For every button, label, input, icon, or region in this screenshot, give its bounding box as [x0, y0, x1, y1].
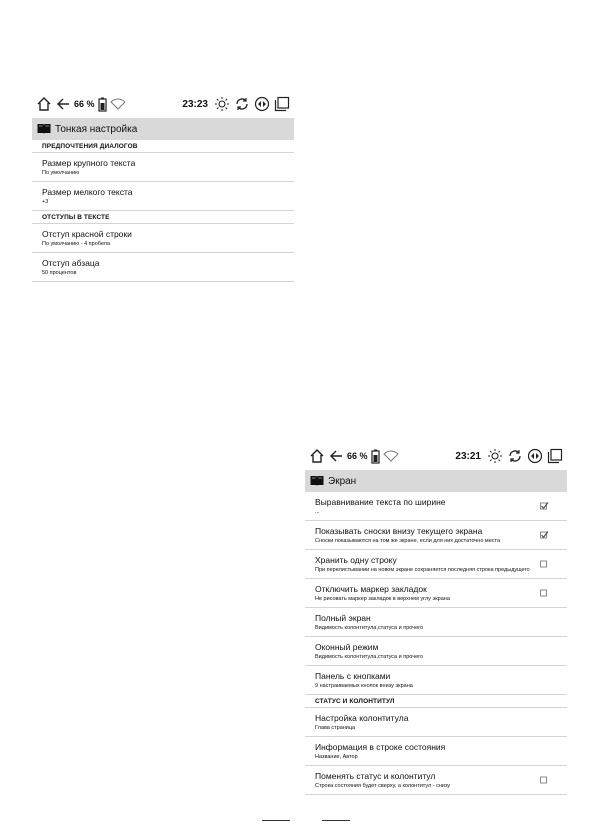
page-turn-icon[interactable]	[254, 96, 270, 112]
item-label: Информация в строке состояния	[315, 742, 446, 752]
list-item-full-screen[interactable]	[305, 608, 567, 637]
item-label: Отступ красной строки	[42, 229, 132, 239]
battery-percent: 66 %	[347, 451, 368, 461]
clock: 23:21	[455, 450, 481, 462]
item-summary: Не рисовать маркер закладок в верхнем углу экрана	[315, 596, 450, 602]
clock: 23:23	[182, 98, 208, 110]
page-turn-icon[interactable]	[527, 448, 543, 464]
sync-icon[interactable]	[507, 448, 523, 464]
status-bar	[305, 442, 567, 470]
list-item-small-text-size[interactable]	[32, 182, 294, 211]
checkbox-unchecked[interactable]	[540, 590, 547, 597]
list-item-disable-bookmark-marker[interactable]	[305, 579, 567, 608]
item-summary: Глава страница	[315, 725, 356, 731]
checkbox-unchecked[interactable]	[540, 777, 547, 784]
back-arrow-icon[interactable]	[328, 448, 344, 464]
checkbox-checked[interactable]	[540, 503, 547, 510]
item-label: Выравнивание текста по ширине	[315, 497, 446, 507]
section-header: ПРЕДПОЧТЕНИЯ ДИАЛОГОВ	[32, 140, 294, 153]
window-icon[interactable]	[547, 448, 563, 464]
checkbox-unchecked[interactable]	[540, 561, 547, 568]
list-item-paragraph-indent[interactable]	[32, 253, 294, 282]
item-summary: 50 процентов	[42, 270, 77, 276]
page-title: Тонкая настройка	[55, 123, 138, 135]
list-item-large-text-size[interactable]	[32, 153, 294, 182]
battery-percent: 66 %	[74, 99, 95, 109]
home-icon[interactable]	[309, 448, 325, 464]
list-item-window-mode[interactable]	[305, 637, 567, 666]
title-bar	[305, 470, 567, 492]
sync-icon[interactable]	[234, 96, 250, 112]
screenshot-fine-settings	[32, 90, 294, 290]
checkbox-checked[interactable]	[540, 532, 547, 539]
item-label: Поменять статус и колонтитул	[315, 771, 436, 781]
page-title: Экран	[328, 475, 357, 487]
item-label: Размер мелкого текста	[42, 187, 133, 197]
item-summary: При перелистывании на новом экране сохраняется последняя строка предыдущего	[315, 567, 530, 573]
back-arrow-icon[interactable]	[55, 96, 71, 112]
section-header: ОТСТУПЫ В ТЕКСТЕ	[32, 211, 294, 224]
item-label: Размер крупного текста	[42, 158, 136, 168]
item-summary: Видимость колонтитула,статуса и прочего	[315, 625, 424, 631]
item-label: Хранить одну строку	[315, 555, 397, 565]
book-icon[interactable]	[310, 475, 324, 487]
title-bar	[32, 118, 294, 140]
window-icon[interactable]	[274, 96, 290, 112]
wifi-icon	[110, 98, 126, 110]
item-label: Показывать сноски внизу текущего экрана	[315, 526, 483, 536]
battery-icon	[371, 449, 380, 464]
item-summary: Название, Автор	[315, 754, 358, 760]
list-item-swap-status-header[interactable]	[305, 766, 567, 795]
home-icon[interactable]	[36, 96, 52, 112]
divider	[262, 820, 290, 821]
list-item-header-settings[interactable]	[305, 708, 567, 737]
status-bar	[32, 90, 294, 118]
item-label: Отступ абзаца	[42, 258, 100, 268]
section-header: СТАТУС И КОЛОНТИТУЛ	[305, 695, 567, 708]
item-label: Полный экран	[315, 613, 371, 623]
list-item-button-panel[interactable]	[305, 666, 567, 695]
item-label: Настройка колонтитула	[315, 713, 409, 723]
list-item-status-info[interactable]	[305, 737, 567, 766]
item-summary: ...	[315, 509, 320, 515]
book-icon[interactable]	[37, 123, 51, 135]
divider	[322, 820, 350, 821]
list-item-justify-text[interactable]	[305, 492, 567, 521]
list-item-footnotes-bottom[interactable]	[305, 521, 567, 550]
battery-icon	[98, 97, 107, 112]
item-summary: Сноски показываются на том же экране, если для них достаточно места	[315, 538, 501, 544]
item-label: Оконный режим	[315, 642, 379, 652]
item-label: Отключить маркер закладок	[315, 584, 427, 594]
item-label: Панель с кнопками	[315, 671, 391, 681]
list-item-keep-one-line[interactable]	[305, 550, 567, 579]
item-summary: Строка состояния будет сверху, а колонтитул - снизу	[315, 783, 451, 789]
item-summary: По умолчанию	[42, 170, 80, 176]
item-summary: Видимость колонтитула,статуса и прочего	[315, 654, 424, 660]
screenshot-screen-settings	[305, 442, 567, 804]
light-icon[interactable]	[487, 448, 503, 464]
light-icon[interactable]	[214, 96, 230, 112]
wifi-icon	[383, 450, 399, 462]
item-summary: +3	[42, 199, 49, 205]
item-summary: 9 настраиваемых кнопок внизу экрана	[315, 683, 413, 689]
item-summary: По умолчанию - 4 пробела	[42, 241, 110, 247]
list-item-first-line-indent[interactable]	[32, 224, 294, 253]
